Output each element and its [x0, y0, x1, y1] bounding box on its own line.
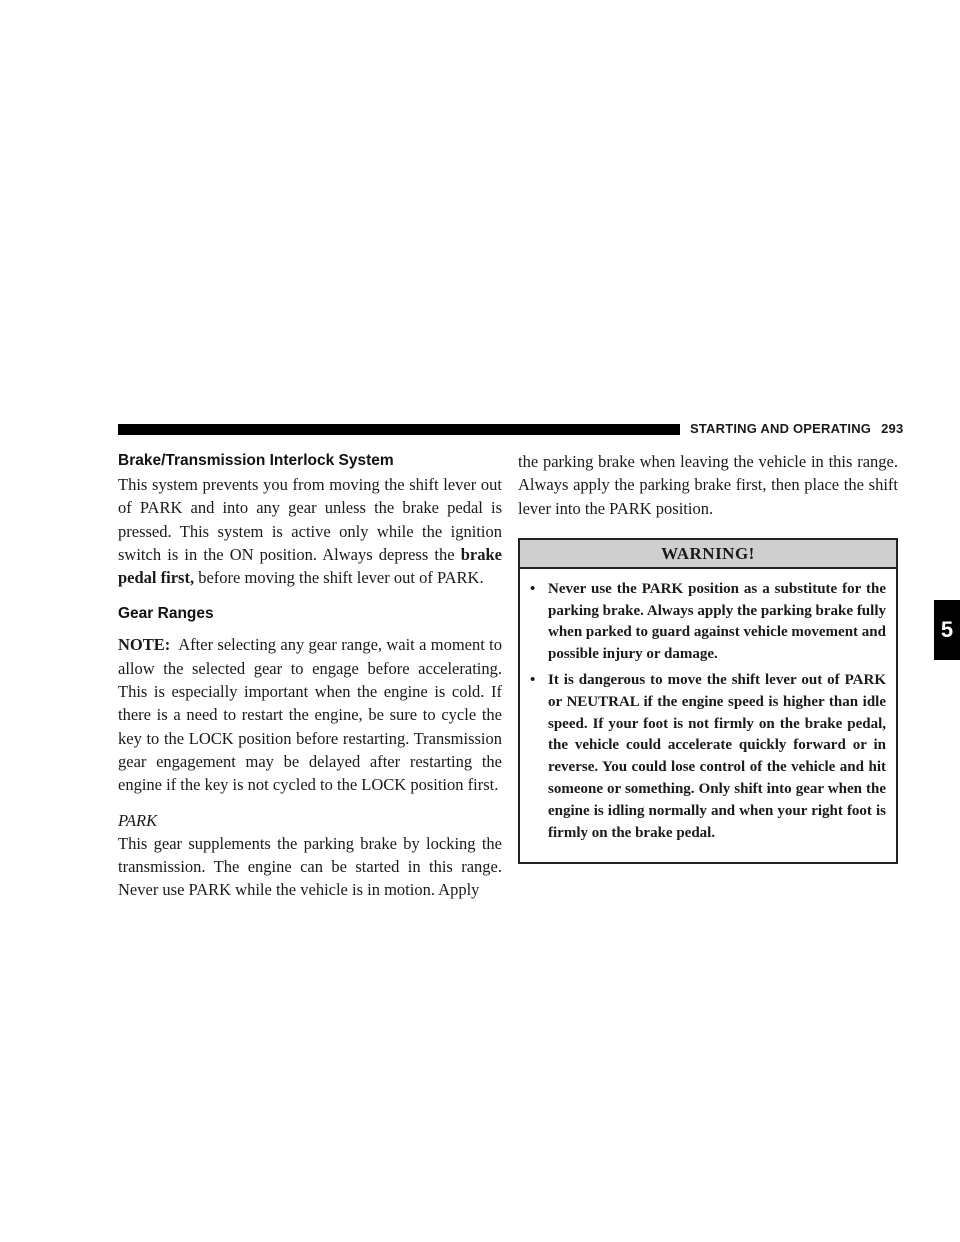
park-subheading: PARK: [118, 810, 158, 830]
interlock-bold-text: brake pedal first,: [118, 544, 502, 588]
section-title: STARTING AND OPERATING: [690, 421, 872, 436]
header-rule: [118, 424, 680, 435]
bullet-icon: •: [530, 672, 536, 689]
chapter-tab: 5: [934, 600, 960, 660]
bullet-icon: •: [530, 580, 536, 597]
left-column: [118, 450, 502, 901]
interlock-heading: Brake/Transmission Interlock System: [118, 452, 394, 469]
warning-item-text: It is dangerous to move the shift lever out of PARK or NEUTRAL if the engine speed is higher than idle speed. If your foot is not firmly on the brake pedal, the vehicle could accelerate quickly forward or in reverse. You could lose control of the vehicle and hit someone or something. Only shift into gear when the engine is idling normally and when your right foot is firmly on the brake pedal.: [548, 672, 886, 841]
interlock-text-1: This system prevents you from moving the shift lever out of PARK and into any gear unless the brake pedal is pressed. This system is active only while the ignition switch is in the ON position. Always depress the: [118, 475, 502, 564]
note-label: NOTE:: [118, 635, 171, 655]
interlock-paragraph: [118, 473, 502, 589]
warning-item: [530, 579, 886, 666]
warning-box: [518, 538, 898, 865]
note-text: After selecting any gear range, wait a moment to allow the selected gear to engage before accelerating. This is especially important when the engine is cold. If there is a need to restart the engine, be sure to cycle the key to the LOCK position before restarting. Transmission gear engagement may be delayed after restarting the engine if the key is not cycled to the LOCK position first.: [118, 635, 502, 795]
warning-title: WARNING!: [520, 540, 896, 569]
warning-list: [520, 569, 896, 863]
page-number: 293: [881, 421, 904, 436]
running-header: [690, 421, 903, 436]
park-paragraph-continued: the parking brake when leaving the vehicle in this range. Always apply the parking brake first, then place the shift lever into the PARK position.: [518, 452, 898, 518]
park-paragraph: This gear supplements the parking brake by locking the transmission. The engine can be started in this range. Never use PARK while the vehicle is in motion. Apply: [118, 833, 502, 900]
right-column: [518, 450, 898, 864]
warning-item-text: Never use the PARK position as a substitute for the parking brake. Always apply the parking brake fully when parked to guard against vehicle movement and possible injury or damage.: [548, 580, 886, 663]
interlock-text-2: before moving the shift lever out of PARK.: [194, 568, 484, 588]
warning-item: [530, 670, 886, 844]
note-paragraph: [118, 633, 502, 796]
gear-ranges-heading: Gear Ranges: [118, 605, 214, 623]
